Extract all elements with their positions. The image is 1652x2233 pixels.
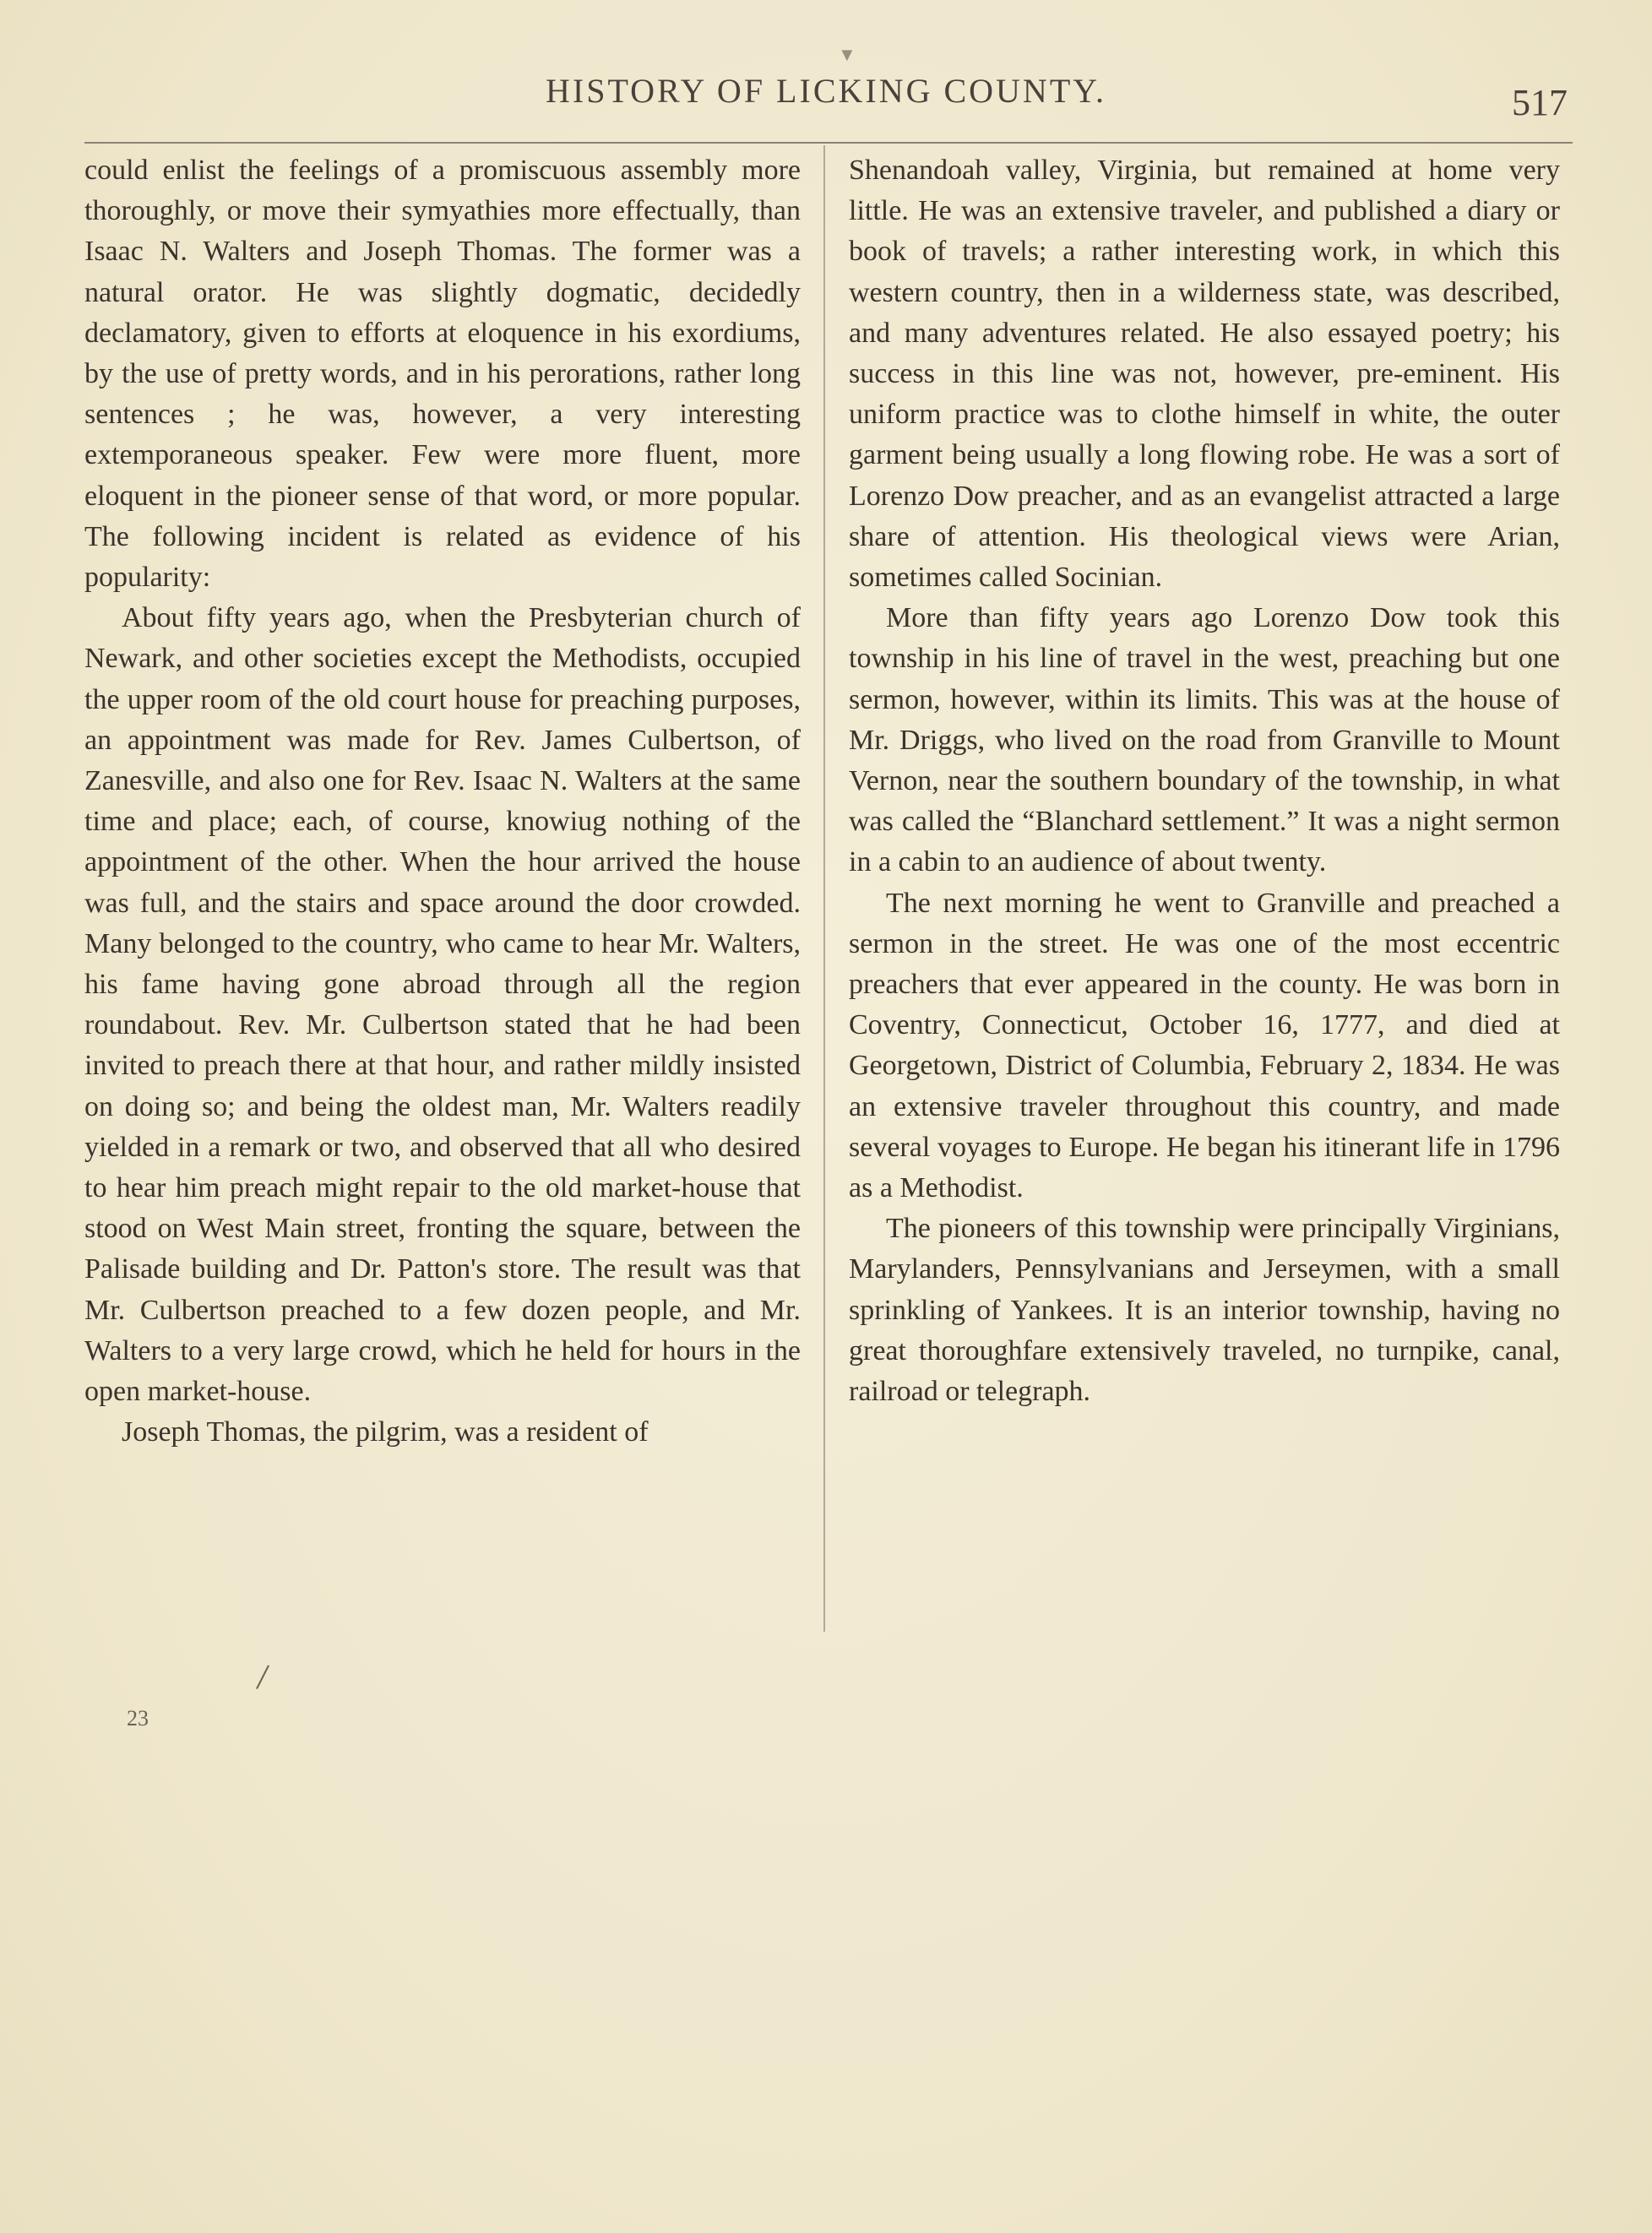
header-rule — [84, 142, 1573, 144]
paragraph: Shenandoah valley, Virginia, but remained at home very little. He was an extensive traveler, and published a diary or book of travels; a rather interesting work, in which this western country, then in a wilderness state, was described, and many adventures related. He also essayed poetry; his success in this line was not, however, pre-eminent. His uniform practice was to clothe himself in white, the outer garment being usually a long flowing robe. He was a sort of Lorenzo Dow preacher, and as an evangelist attracted a large share of attention. His theological views were Arian, sometimes called Socinian. — [849, 155, 1560, 594]
running-head: HISTORY OF LICKING COUNTY. — [546, 72, 1106, 110]
pencil-mark: / — [254, 1655, 271, 1698]
paragraph: The pioneers of this township were principally Virginians, Marylanders, Pennsylvanians and Jerseymen, with a small sprinkling of Yankees. It is an interior township, having no great thoroughfare extensively traveled, no turnpike, canal, railroad or telegraph. — [849, 1213, 1560, 1408]
column-divider — [823, 145, 825, 1632]
page-number: 517 — [1512, 82, 1568, 123]
ink-speck: ▼ — [838, 44, 856, 65]
paragraph: About fifty years ago, when the Presbyterian church of Newark, and other societies except the Methodists, occupied the upper room of the old court house for preaching purposes, an appointment was made for Rev. James Culbertson, of Zanesville, and also one for Rev. Isaac N. Walters at the same time and place; each, of course, knowiug nothing of the appointment of the other. When the hour arrived the house was full, and the stairs and space around the door crowded. Many belonged to the country, who came to hear Mr. Walters, his fame having gone abroad through all the region roundabout. Rev. Mr. Culbertson stated that he had been invited to preach there at that hour, and rather mildly insisted on doing so; and being the oldest man, Mr. Walters readily yielded in a remark or two, and observed that all who desired to hear him preach might repair to the old market-house that stood on West Main street, fronting the square, between the Palisade building and Dr. Patton's store. The result was that Mr. Culbertson preached to a few dozen people, and Mr. Walters to a very large crowd, which he held for hours in the open market-house. — [84, 602, 801, 1408]
paragraph: The next morning he went to Granville and preached a sermon in the street. He was one of the most eccentric preachers that ever appeared in the county. He was born in Coventry, Connecticut, October 16, 1777, and died at Georgetown, District of Columbia, February 2, 1834. He was an extensive traveler throughout this country, and made several voyages to Europe. He began his itinerant life in 1796 as a Methodist. — [849, 887, 1560, 1204]
paragraph: More than fifty years ago Lorenzo Dow took this township in his line of travel in the west, preaching but one sermon, however, within its limits. This was at the house of Mr. Driggs, who lived on the road from Granville to Mount Vernon, near the southern boundary of the township, in what was called the “Blanchard settlement.” It was a night sermon in a cabin to an audience of about twenty. — [849, 602, 1560, 878]
signature-mark: 23 — [127, 1706, 149, 1730]
right-column — [849, 150, 1560, 1412]
paragraph: Joseph Thomas, the pilgrim, was a resident of — [122, 1416, 649, 1448]
paragraph: could enlist the feelings of a promiscuous assembly more thoroughly, or move their symyathies more effectually, than Isaac N. Walters and Joseph Thomas. The former was a natural orator. He was slightly dogmatic, decidedly declamatory, given to efforts at eloquence in his exordiums, by the use of pretty words, and in his perorations, rather long sentences ; he was, however, a very interesting extemporaneous speaker. Few were more fluent, more eloquent in the pioneer sense of that word, or more popular. The following incident is related as evidence of his popularity: — [84, 155, 801, 594]
left-column — [84, 150, 801, 1453]
